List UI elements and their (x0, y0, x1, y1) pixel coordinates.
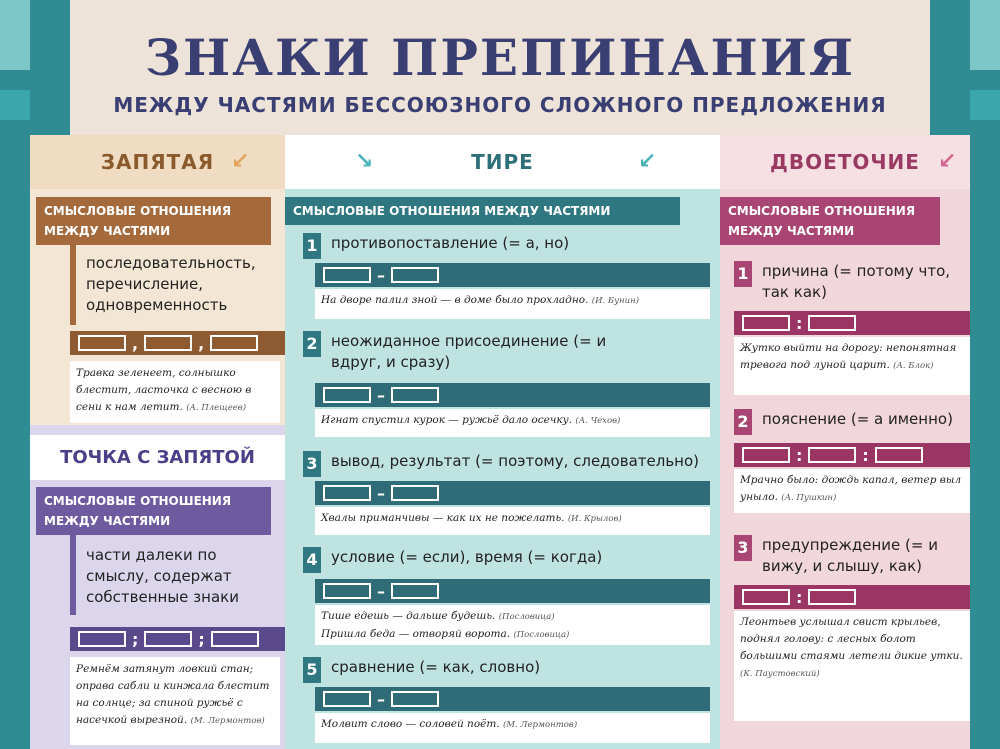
colon-heading-text: ДВОЕТОЧИЕ (770, 150, 920, 174)
corner-decoration (0, 0, 30, 70)
semicolon-relations-label: СМЫСЛОВЫЕ ОТНОШЕНИЯ МЕЖДУ ЧАСТЯМИ (36, 487, 271, 535)
example-source: (Пословица) (498, 612, 555, 622)
scheme-separator: : (862, 445, 869, 465)
arrow-down-right-icon: ↘ (355, 149, 375, 174)
scheme-box (78, 335, 126, 351)
example-sentence (315, 605, 710, 645)
comma-scheme (70, 331, 285, 355)
example-sentence (315, 713, 710, 743)
punctuation-scheme (315, 383, 710, 407)
poster-header (70, 0, 930, 135)
scheme-box (742, 447, 790, 463)
example-sentence (734, 611, 970, 721)
comma-meaning: последовательность, перечисление, одновременность (86, 254, 256, 314)
scheme-box (210, 335, 258, 351)
example-sentence (734, 469, 970, 513)
scheme-box (323, 387, 371, 403)
scheme-separator: – (377, 581, 385, 601)
scheme-separator: – (377, 265, 385, 285)
example-text: Леонтьев услышал свист крыльев, поднял голову: с лесных болот большими стаями летели дикие утки. (740, 616, 963, 662)
scheme-separator: : (796, 587, 803, 607)
example-sentence (315, 289, 710, 319)
comma-relations-label: СМЫСЛОВЫЕ ОТНОШЕНИЯ МЕЖДУ ЧАСТЯМИ (36, 197, 271, 245)
arrow-down-left-icon: ↙ (938, 149, 958, 174)
dash-column (285, 135, 720, 749)
scheme-box (391, 267, 439, 283)
scheme-separator: , (198, 333, 205, 353)
scheme-separator: – (377, 689, 385, 709)
relation-meaning: предупреждение (= и вижу, и слышу, как) (762, 536, 938, 575)
scheme-box (875, 447, 923, 463)
semicolon-heading: ТОЧКА С ЗАПЯТОЙ (30, 435, 285, 480)
example-text: Ремнём затянут ловкий стан; оправа сабли и кинжала блестит на солнце; за спиной ружьё с насечкой вырезной. (76, 663, 270, 726)
scheme-box (323, 267, 371, 283)
dash-relations-label: СМЫСЛОВЫЕ ОТНОШЕНИЯ МЕЖДУ ЧАСТЯМИ (285, 197, 680, 225)
example-source: (А. Плещеев) (186, 403, 247, 413)
scheme-separator: – (377, 385, 385, 405)
scheme-box (323, 583, 371, 599)
corner-decoration (0, 90, 30, 120)
item-number: 3 (734, 535, 752, 561)
scheme-separator: ; (198, 629, 205, 649)
dash-heading-text: ТИРЕ (471, 150, 534, 174)
example-source: (М. Лермонтов) (503, 720, 578, 730)
example-source: (Пословица) (513, 630, 570, 640)
comma-heading (30, 135, 285, 189)
punctuation-scheme (734, 443, 970, 467)
example-text: Хвалы приманчивы — как их не пожелать. (321, 512, 565, 524)
arrow-down-left-icon: ↙ (231, 149, 251, 174)
scheme-box (391, 387, 439, 403)
punctuation-scheme (315, 579, 710, 603)
example-text: Молвит слово — соловей поёт. (321, 718, 500, 730)
scheme-box (391, 583, 439, 599)
example-sentence (734, 337, 970, 395)
relation-meaning: пояснение (= а именно) (762, 410, 953, 428)
example-sentence (315, 507, 710, 535)
example-text: Пришла беда — отворяй ворота. (321, 628, 511, 640)
example-text: Травка зеленеет, солнышко блестит, ласточка с весною в сени к нам летит. (76, 367, 252, 413)
scheme-box (808, 447, 856, 463)
example-source: (К. Паустовский) (740, 669, 820, 679)
scheme-box (144, 335, 192, 351)
colon-heading (720, 135, 970, 189)
scheme-box (323, 485, 371, 501)
relation-meaning: условие (= если), время (= когда) (331, 548, 603, 566)
scheme-box (391, 691, 439, 707)
scheme-separator: : (796, 445, 803, 465)
item-number: 1 (734, 261, 752, 287)
item-number: 3 (303, 451, 321, 477)
semicolon-meaning: части далеки по смыслу, содержат собственные знаки (86, 546, 239, 606)
punctuation-scheme (734, 585, 970, 609)
scheme-box (742, 315, 790, 331)
scheme-separator: , (132, 333, 139, 353)
example-source: (И. Крылов) (567, 514, 622, 524)
scheme-box (742, 589, 790, 605)
scheme-box (808, 315, 856, 331)
example-text: Тише едешь — дальше будешь. (321, 610, 496, 622)
example-text: Жутко выйти на дорогу: непонятная тревога под луной царит. (740, 342, 957, 371)
semicolon-example (70, 657, 280, 745)
example-source: (М. Лермонтов) (190, 716, 265, 726)
relation-meaning: вывод, результат (= поэтому, следовательно) (331, 452, 699, 470)
punctuation-scheme (315, 481, 710, 505)
accent-bar (70, 245, 76, 325)
item-number: 4 (303, 547, 321, 573)
semicolon-scheme (70, 627, 285, 651)
item-number: 5 (303, 657, 321, 683)
accent-bar (70, 535, 76, 615)
punctuation-scheme (315, 687, 710, 711)
example-text: Мрачно было: дождь капал, ветер выл уныло. (740, 474, 962, 503)
corner-decoration (970, 90, 1000, 120)
example-source: (А. Пушкин) (781, 493, 837, 503)
relation-meaning: причина (= потому что, так как) (762, 262, 951, 301)
scheme-separator: – (377, 483, 385, 503)
colon-relations-label: СМЫСЛОВЫЕ ОТНОШЕНИЯ МЕЖДУ ЧАСТЯМИ (720, 197, 940, 245)
item-number: 1 (303, 233, 321, 259)
relation-meaning: сравнение (= как, словно) (331, 658, 541, 676)
page-subtitle: МЕЖДУ ЧАСТЯМИ БЕССОЮЗНОГО СЛОЖНОГО ПРЕДЛОЖЕНИЯ (113, 93, 887, 117)
page-title: ЗНАКИ ПРЕПИНАНИЯ (144, 28, 856, 87)
example-source: (А. Чехов) (575, 416, 621, 426)
item-number: 2 (734, 409, 752, 435)
scheme-box (78, 631, 126, 647)
scheme-separator: : (796, 313, 803, 333)
dash-heading (285, 135, 720, 189)
example-source: (И. Бунин) (591, 296, 640, 306)
comma-example (70, 361, 280, 423)
example-source: (А. Блок) (893, 361, 934, 371)
example-text: На дворе палил зной — в доме было прохладно. (321, 294, 589, 306)
punctuation-scheme (734, 311, 970, 335)
scheme-separator: ; (132, 629, 139, 649)
corner-decoration (970, 0, 1000, 70)
colon-column (720, 135, 970, 749)
scheme-box (808, 589, 856, 605)
relation-meaning: противопоставление (= а, но) (331, 234, 570, 252)
scheme-box (211, 631, 259, 647)
punctuation-scheme (315, 263, 710, 287)
scheme-box (144, 631, 192, 647)
scheme-box (323, 691, 371, 707)
arrow-down-left-icon: ↙ (638, 149, 658, 174)
example-text: Игнат спустил курок — ружьё дало осечку. (321, 414, 573, 426)
comma-column (30, 135, 285, 749)
comma-heading-text: ЗАПЯТАЯ (100, 150, 215, 174)
relation-meaning: неожиданное присоединение (= и вдруг, и сразу) (331, 332, 607, 371)
example-sentence (315, 409, 710, 437)
scheme-box (391, 485, 439, 501)
item-number: 2 (303, 331, 321, 357)
